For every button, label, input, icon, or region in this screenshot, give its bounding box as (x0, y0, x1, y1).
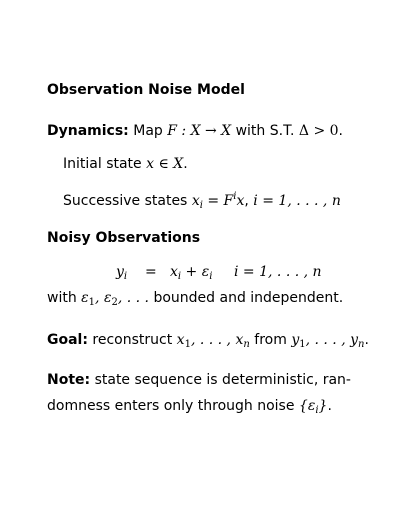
succ-x2: x (236, 193, 245, 209)
succ-sub-i: i (199, 200, 203, 211)
note-line-2 (47, 397, 332, 420)
goal-label: Goal: (47, 332, 88, 348)
eq-lhs (116, 263, 127, 286)
goal-end: . (364, 332, 369, 348)
eq-rhs (170, 263, 212, 286)
dynamics-map-math: F : X → X (167, 123, 232, 139)
succ-x: x (191, 193, 200, 209)
eq-plus-eps: + ε (181, 264, 210, 280)
with-sub2: 2 (111, 297, 118, 308)
goal-y: y (291, 332, 300, 348)
goal-x-mid: , . . . , x (190, 332, 244, 348)
dynamics-text-st: with S.T. (235, 123, 295, 139)
slide-title: Observation Noise Model (47, 82, 245, 98)
initial-state-math: x ∈ X (146, 156, 184, 172)
noisy-observations-heading: Noisy Observations (47, 230, 201, 246)
eq-y-sub: i (123, 271, 128, 282)
note-text-2: domness enters only through noise (47, 398, 295, 414)
with-eps1: ε (81, 290, 89, 306)
eq-y: y (116, 264, 124, 280)
with-dots: , . . . (117, 290, 149, 306)
eq-eps-sub: i (209, 271, 213, 282)
successive-states-line (63, 188, 341, 215)
goal-y-subn: n (358, 339, 365, 350)
succ-eq-F: = F (202, 193, 234, 209)
dynamics-end: . (338, 123, 343, 139)
eq-range: i = 1, . . . , n (234, 264, 322, 280)
dynamics-text-map: Map (133, 123, 163, 139)
with-prefix: with (47, 290, 77, 306)
note-line-1 (47, 371, 351, 389)
note-end: . (327, 398, 332, 414)
succ-sup-i: i (233, 191, 237, 202)
succ-comma: , (244, 193, 254, 209)
with-comma-eps2: , ε (95, 290, 112, 306)
goal-text-from: from (254, 332, 287, 348)
dynamics-label: Dynamics: (47, 123, 129, 139)
successive-states-text: Successive states (63, 193, 188, 209)
succ-range: i = 1, . . . , n (253, 193, 341, 209)
goal-y-sub1: 1 (299, 339, 306, 350)
initial-state-text: Initial state (63, 156, 142, 172)
eq-x-sub: i (177, 271, 182, 282)
note-sub-i: i (315, 405, 319, 416)
goal-line (47, 331, 369, 354)
initial-state-end: . (183, 156, 188, 172)
note-brace-close: } (318, 398, 328, 414)
note-brace-open: {ε (298, 398, 316, 414)
dynamics-condition-math: Δ > 0 (298, 123, 339, 139)
dynamics-line (47, 122, 343, 140)
goal-y-mid: , . . . , y (305, 332, 359, 348)
note-label: Note: (47, 372, 91, 388)
with-suffix: bounded and independent. (153, 290, 344, 306)
with-sub1: 1 (88, 297, 96, 308)
goal-text-reconstruct: reconstruct (92, 332, 173, 348)
initial-state-line (63, 155, 188, 173)
goal-x: x (176, 332, 185, 348)
note-text-1: state sequence is deterministic, ran- (94, 372, 351, 388)
eq-x: x (170, 264, 178, 280)
noise-assumption-line (47, 289, 343, 312)
goal-x-subn: n (243, 339, 250, 350)
eq-equals: = (145, 264, 157, 280)
goal-x-sub1: 1 (184, 339, 191, 350)
